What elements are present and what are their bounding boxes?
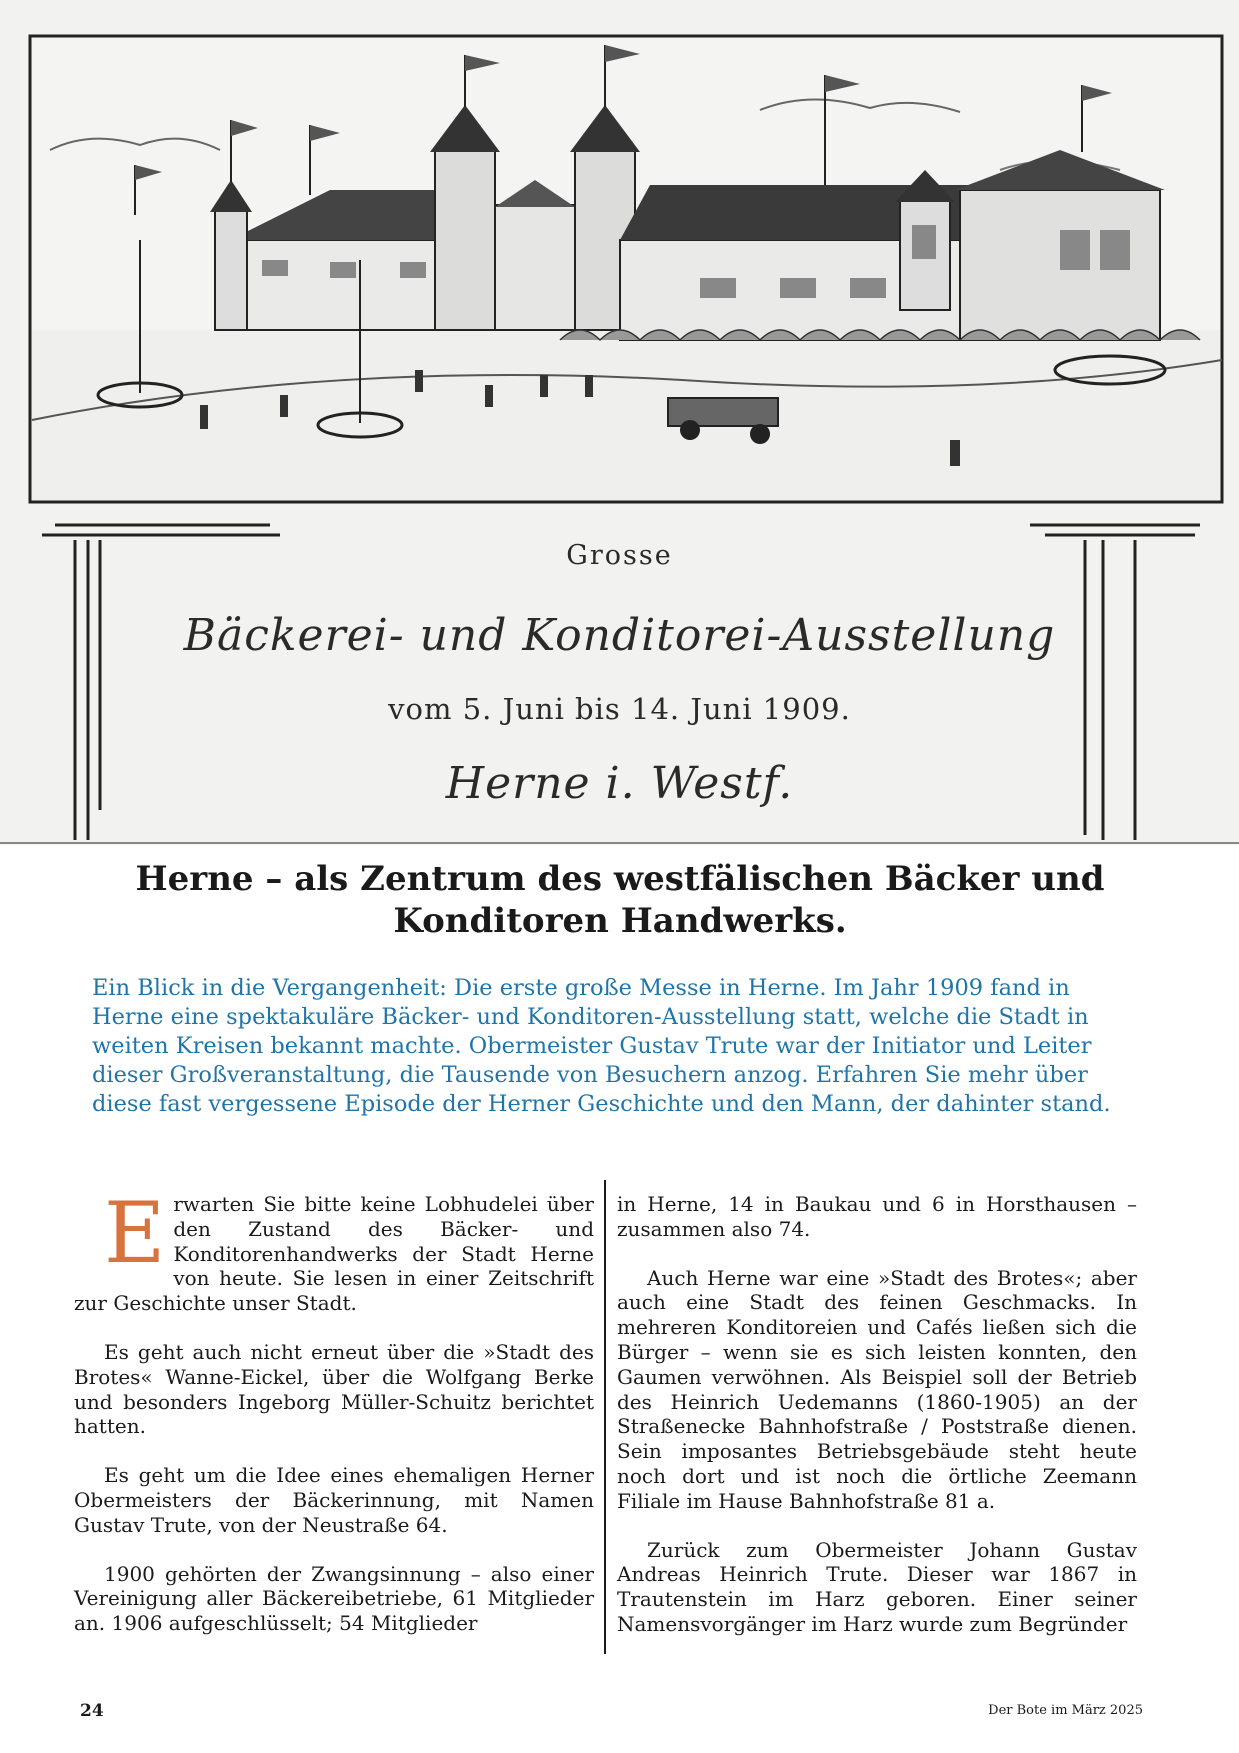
right-paragraph-2: Auch Herne war eine »Stadt des Brotes«; aber auch eine Stadt des feinen Geschmacks. In mehreren Konditoreien und Cafés ließen sich die Bürger – wenn sie es sich leisten konnten, den Gaumen verwöhnen. Als Beispiel soll der Betrieb des Heinrich Uedemanns (1860-1905) an der Straßenecke Bahnhofstraße / Poststraße dienen. Sein imposantes Betriebsgebäude steht heute noch dort und ist noch die örtliche Zeemann Filiale im Hause Bahnhofstraße 81 a. bbox=[617, 1265, 1137, 1513]
left-paragraph-2: Es geht auch nicht erneut über die »Stadt des Brotes« Wanne-Eickel, über die Wolfgang Berke und besonders Ingeborg Müller-Schuitz berichtet hatten. bbox=[74, 1339, 594, 1439]
article-lead: Ein Blick in die Vergangenheit: Die erste große Messe in Herne. Im Jahr 1909 fand in Herne eine spektakuläre Bäcker- und Konditoren-Ausstellung statt, welche die Stadt in weiten Kreisen bekannt machte. Obermeister Gustav Trute war der Initiator und Leiter dieser Großveranstaltung, die Tausende von Besuchern anzog. Erfahren Sie mehr über diese fast vergessene Episode der Herner Geschichte und den Mann, der dahinter stand. bbox=[92, 975, 1111, 1117]
illustration-line-grosse: Grosse bbox=[566, 540, 673, 571]
left-column bbox=[74, 1184, 594, 1660]
left-paragraph-1 bbox=[74, 1184, 594, 1316]
left-paragraph-1-text: rwarten Sie bitte keine Lobhudelei über den Zustand des Bäcker- und Konditorenhandwerks der Stadt Herne von heute. Sie lesen in einer Zeitschrift zur Geschichte unser Stadt. bbox=[74, 1192, 594, 1316]
illustration-line-dates: vom 5. Juni bis 14. Juni 1909. bbox=[388, 692, 851, 726]
drop-cap: E bbox=[104, 1184, 166, 1282]
column-divider bbox=[604, 1180, 606, 1654]
right-column bbox=[617, 1192, 1137, 1661]
footer-source: Der Bote im März 2025 bbox=[988, 1703, 1143, 1718]
illustration-line-exhibition: Bäckerei- und Konditorei-Ausstellung bbox=[183, 610, 1056, 661]
illustration-line-place: Herne i. Westf. bbox=[445, 758, 794, 809]
right-paragraph-1: in Herne, 14 in Baukau und 6 in Horsthausen – zusammen also 74. bbox=[617, 1192, 1137, 1241]
page-number: 24 bbox=[80, 1701, 104, 1721]
article-headline: Herne – als Zentrum des westfälischen Bäcker und Konditoren Handwerks. bbox=[135, 859, 1105, 941]
left-paragraph-4: 1900 gehörten der Zwangsinnung – also einer Vereinigung aller Bäckereibetriebe, 61 Mitglieder an. 1906 aufgeschlüsselt; 54 Mitglieder bbox=[74, 1561, 594, 1636]
left-paragraph-3: Es geht um die Idee eines ehemaligen Herner Obermeisters der Bäckerinnung, mit Namen Gustav Trute, von der Neustraße 64. bbox=[74, 1463, 594, 1537]
historic-illustration bbox=[0, 0, 1239, 845]
right-paragraph-3: Zurück zum Obermeister Johann Gustav Andreas Heinrich Trute. Dieser war 1867 in Trautenstein im Harz geboren. Einer seiner Namensvorgänger im Harz wurde zum Begründer bbox=[617, 1537, 1137, 1636]
